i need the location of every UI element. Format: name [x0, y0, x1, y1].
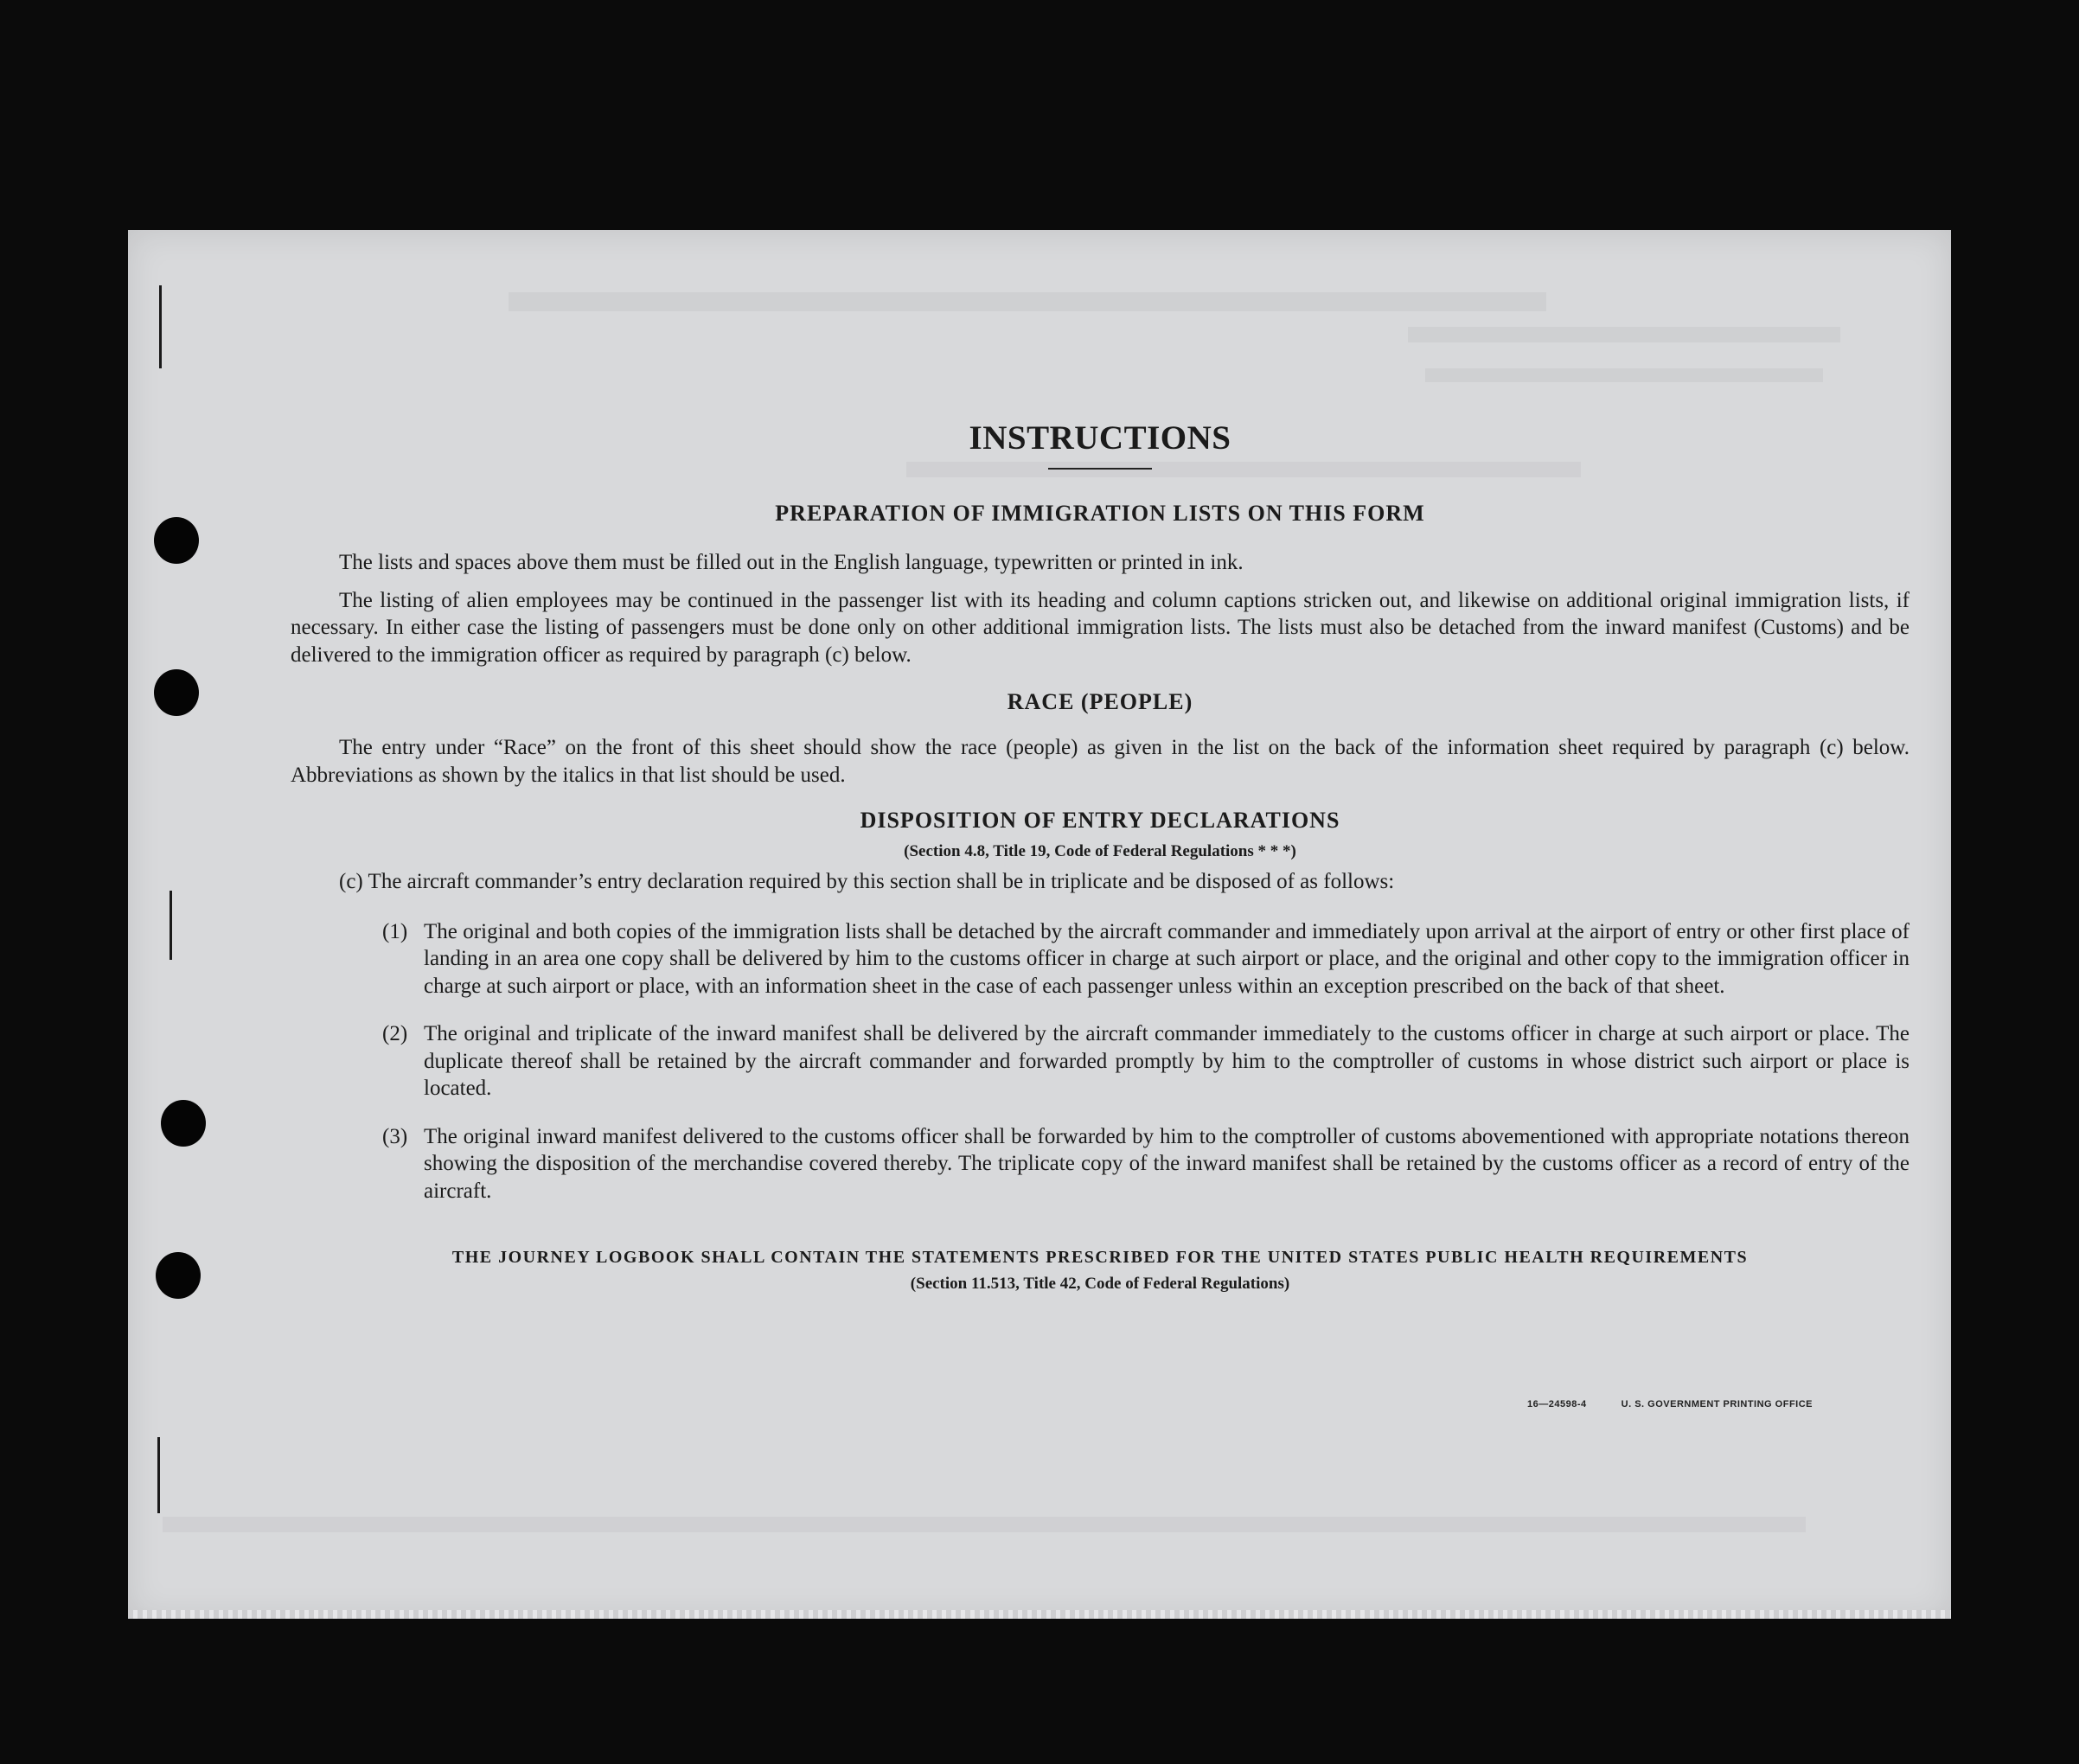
punch-hole: [154, 517, 199, 564]
punch-hole: [156, 1252, 201, 1299]
punch-hole: [161, 1100, 206, 1147]
margin-mark: [159, 285, 162, 368]
bleed-through: [509, 292, 1546, 311]
item-text: The original inward manifest delivered to the customs officer shall be forwarded by him to the comptroller of customs abovementioned with appropriate notations thereon showing the disposition of the merchandise covered thereby. The triplicate copy of the inward manifest shall be retained by the customs officer as a record of entry of the aircraft.: [424, 1124, 1909, 1203]
preparation-paragraph-1: The lists and spaces above them must be filled out in the English language, typewritten or printed in ink.: [339, 551, 1244, 574]
item-number: (2): [382, 1022, 408, 1045]
disposition-item-1: [291, 918, 1909, 1000]
form-sheet: [128, 230, 1951, 1619]
item-text: The original and both copies of the immigration lists shall be detached by the aircraft commander and immediately upon arrival at the airport of entry or other first place of landing in an area one copy shall be delivered by him to the customs officer in charge at such airport or place, and the original and other copy to the immigration officer in charge at such airport or place, with an information sheet in the case of each passenger unless within an exception prescribed on the back of that sheet.: [424, 919, 1909, 998]
preparation-paragraph-2: The listing of alien employees may be continued in the passenger list with its heading and column captions stricken out, and likewise on additional original immigration lists, if necessary. In either case the listing of passengers must be done only on other additional immigration lists. The lists must also be detached from the inward manifest (Customs) and be delivered to the immigration officer as required by paragraph (c) below.: [291, 588, 1909, 667]
print-code: 16—24598-4: [1527, 1399, 1587, 1409]
race-paragraph: The entry under “Race” on the front of this sheet should show the race (people) as given in the list on the back of the information sheet required by paragraph (c) below. Abbreviations as shown by the italics in that list should be used.: [291, 736, 1909, 787]
section-heading-preparation: PREPARATION OF IMMIGRATION LISTS ON THIS FORM: [775, 501, 1425, 526]
item-text: The original and triplicate of the inward manifest shall be delivered by the aircraft commander immediately to the customs officer in charge at such airport or place. The duplicate thereof shall be retained by the aircraft commander and forwarded promptly by him to the comptroller of customs in whose district such airport or place is located.: [424, 1022, 1909, 1100]
disposition-item-3: [291, 1123, 1909, 1205]
page-title: INSTRUCTIONS: [969, 419, 1231, 457]
section-heading-race: RACE (PEOPLE): [1007, 689, 1193, 714]
instructions-content: [291, 419, 1909, 1294]
bleed-through: [1425, 368, 1823, 382]
punch-hole: [154, 669, 199, 716]
item-number: (1): [382, 919, 408, 943]
public-health-statement: THE JOURNEY LOGBOOK SHALL CONTAIN THE STATEMENTS PRESCRIBED FOR THE UNITED STATES PUBLIC HEALTH REQUIREMENTS: [451, 1248, 1749, 1267]
margin-mark: [157, 1437, 160, 1513]
bleed-through: [785, 261, 790, 284]
section-heading-disposition: DISPOSITION OF ENTRY DECLARATIONS: [860, 808, 1340, 833]
disposition-intro: (c) The aircraft commander’s entry declaration required by this section shall be in triplicate and be disposed of as follows:: [339, 870, 1395, 893]
title-underline: [1048, 468, 1152, 470]
bleed-through: [163, 1517, 1806, 1532]
paper-torn-edge: [128, 1610, 1951, 1619]
margin-mark: [170, 891, 172, 960]
disposition-item-2: [291, 1020, 1909, 1102]
printer-name: U. S. GOVERNMENT PRINTING OFFICE: [1621, 1399, 1813, 1409]
item-number: (3): [382, 1124, 408, 1148]
printing-imprint: [1527, 1399, 1813, 1409]
disposition-citation: (Section 4.8, Title 19, Code of Federal Regulations * * *): [904, 842, 1296, 860]
bleed-through: [1408, 327, 1840, 342]
public-health-citation: (Section 11.513, Title 42, Code of Federal Regulations): [910, 1275, 1290, 1293]
